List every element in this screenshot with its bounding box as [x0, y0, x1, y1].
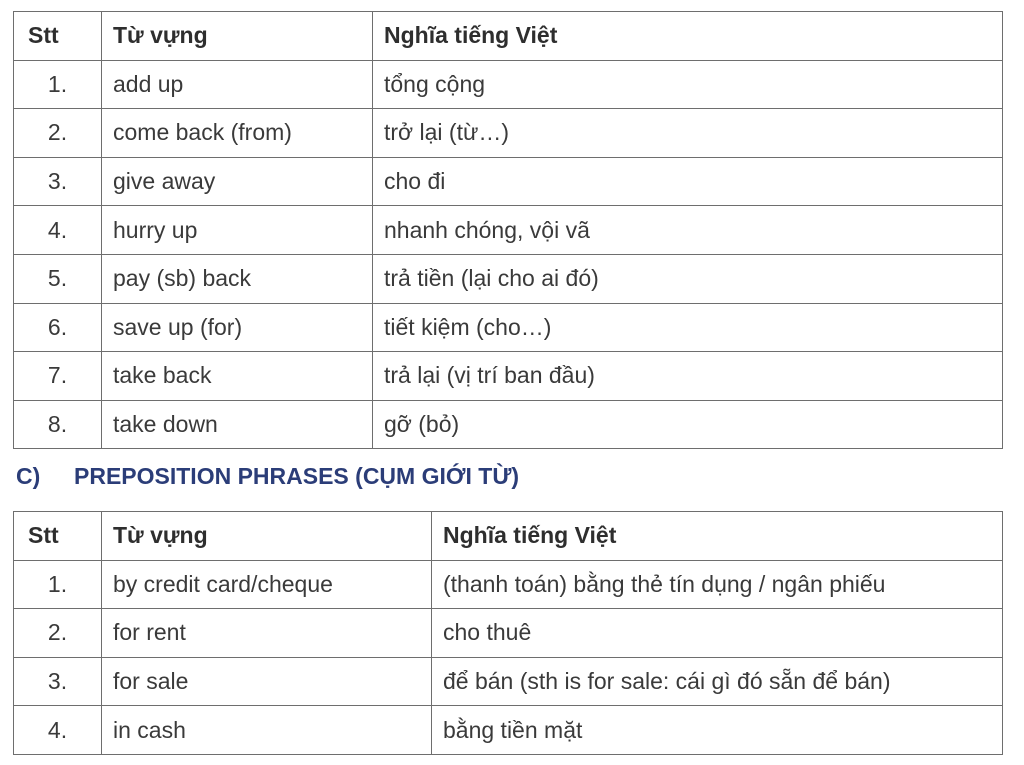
table-header-row	[14, 512, 1003, 561]
table-row	[14, 657, 1003, 706]
row-vocab: hurry up	[102, 206, 373, 255]
row-meaning: tiết kiệm (cho…)	[373, 303, 1003, 352]
row-vocab: give away	[102, 157, 373, 206]
table-row	[14, 706, 1003, 755]
row-stt: 7.	[14, 352, 102, 401]
table-row	[14, 303, 1003, 352]
row-stt: 6.	[14, 303, 102, 352]
table-header-row	[14, 12, 1003, 61]
row-vocab: add up	[102, 60, 373, 109]
row-meaning: cho thuê	[432, 609, 1003, 658]
header-meaning: Nghĩa tiếng Việt	[373, 12, 1003, 61]
header-vocab: Từ vựng	[102, 512, 432, 561]
row-vocab: in cash	[102, 706, 432, 755]
row-stt: 2.	[14, 609, 102, 658]
row-meaning: trở lại (từ…)	[373, 109, 1003, 158]
row-vocab: save up (for)	[102, 303, 373, 352]
table-row	[14, 400, 1003, 449]
row-stt: 1.	[14, 560, 102, 609]
row-stt: 2.	[14, 109, 102, 158]
row-vocab: take back	[102, 352, 373, 401]
section-heading	[16, 463, 519, 490]
table-row	[14, 352, 1003, 401]
row-stt: 5.	[14, 254, 102, 303]
table-row	[14, 206, 1003, 255]
row-stt: 4.	[14, 706, 102, 755]
row-vocab: for sale	[102, 657, 432, 706]
header-stt: Stt	[14, 12, 102, 61]
header-stt: Stt	[14, 512, 102, 561]
row-meaning: để bán (sth is for sale: cái gì đó sẵn để bán)	[432, 657, 1003, 706]
row-meaning: gỡ (bỏ)	[373, 400, 1003, 449]
row-meaning: nhanh chóng, vội vã	[373, 206, 1003, 255]
section-title: PREPOSITION PHRASES (CỤM GIỚI TỪ)	[74, 463, 520, 489]
table-row	[14, 609, 1003, 658]
row-meaning: cho đi	[373, 157, 1003, 206]
phrasal-verbs-table	[13, 11, 1003, 449]
row-stt: 3.	[14, 157, 102, 206]
section-letter: C)	[16, 463, 41, 489]
row-vocab: come back (from)	[102, 109, 373, 158]
table-row	[14, 60, 1003, 109]
table-row	[14, 109, 1003, 158]
row-vocab: by credit card/cheque	[102, 560, 432, 609]
row-meaning: trả tiền (lại cho ai đó)	[373, 254, 1003, 303]
row-stt: 3.	[14, 657, 102, 706]
table-row	[14, 560, 1003, 609]
row-stt: 1.	[14, 60, 102, 109]
row-vocab: pay (sb) back	[102, 254, 373, 303]
table-row	[14, 157, 1003, 206]
row-meaning: bằng tiền mặt	[432, 706, 1003, 755]
preposition-phrases-table	[13, 511, 1003, 755]
row-meaning: (thanh toán) bằng thẻ tín dụng / ngân phiếu	[432, 560, 1003, 609]
header-vocab: Từ vựng	[102, 12, 373, 61]
row-meaning: tổng cộng	[373, 60, 1003, 109]
row-vocab: for rent	[102, 609, 432, 658]
row-vocab: take down	[102, 400, 373, 449]
header-meaning: Nghĩa tiếng Việt	[432, 512, 1003, 561]
row-stt: 8.	[14, 400, 102, 449]
table-row	[14, 254, 1003, 303]
row-stt: 4.	[14, 206, 102, 255]
row-meaning: trả lại (vị trí ban đầu)	[373, 352, 1003, 401]
